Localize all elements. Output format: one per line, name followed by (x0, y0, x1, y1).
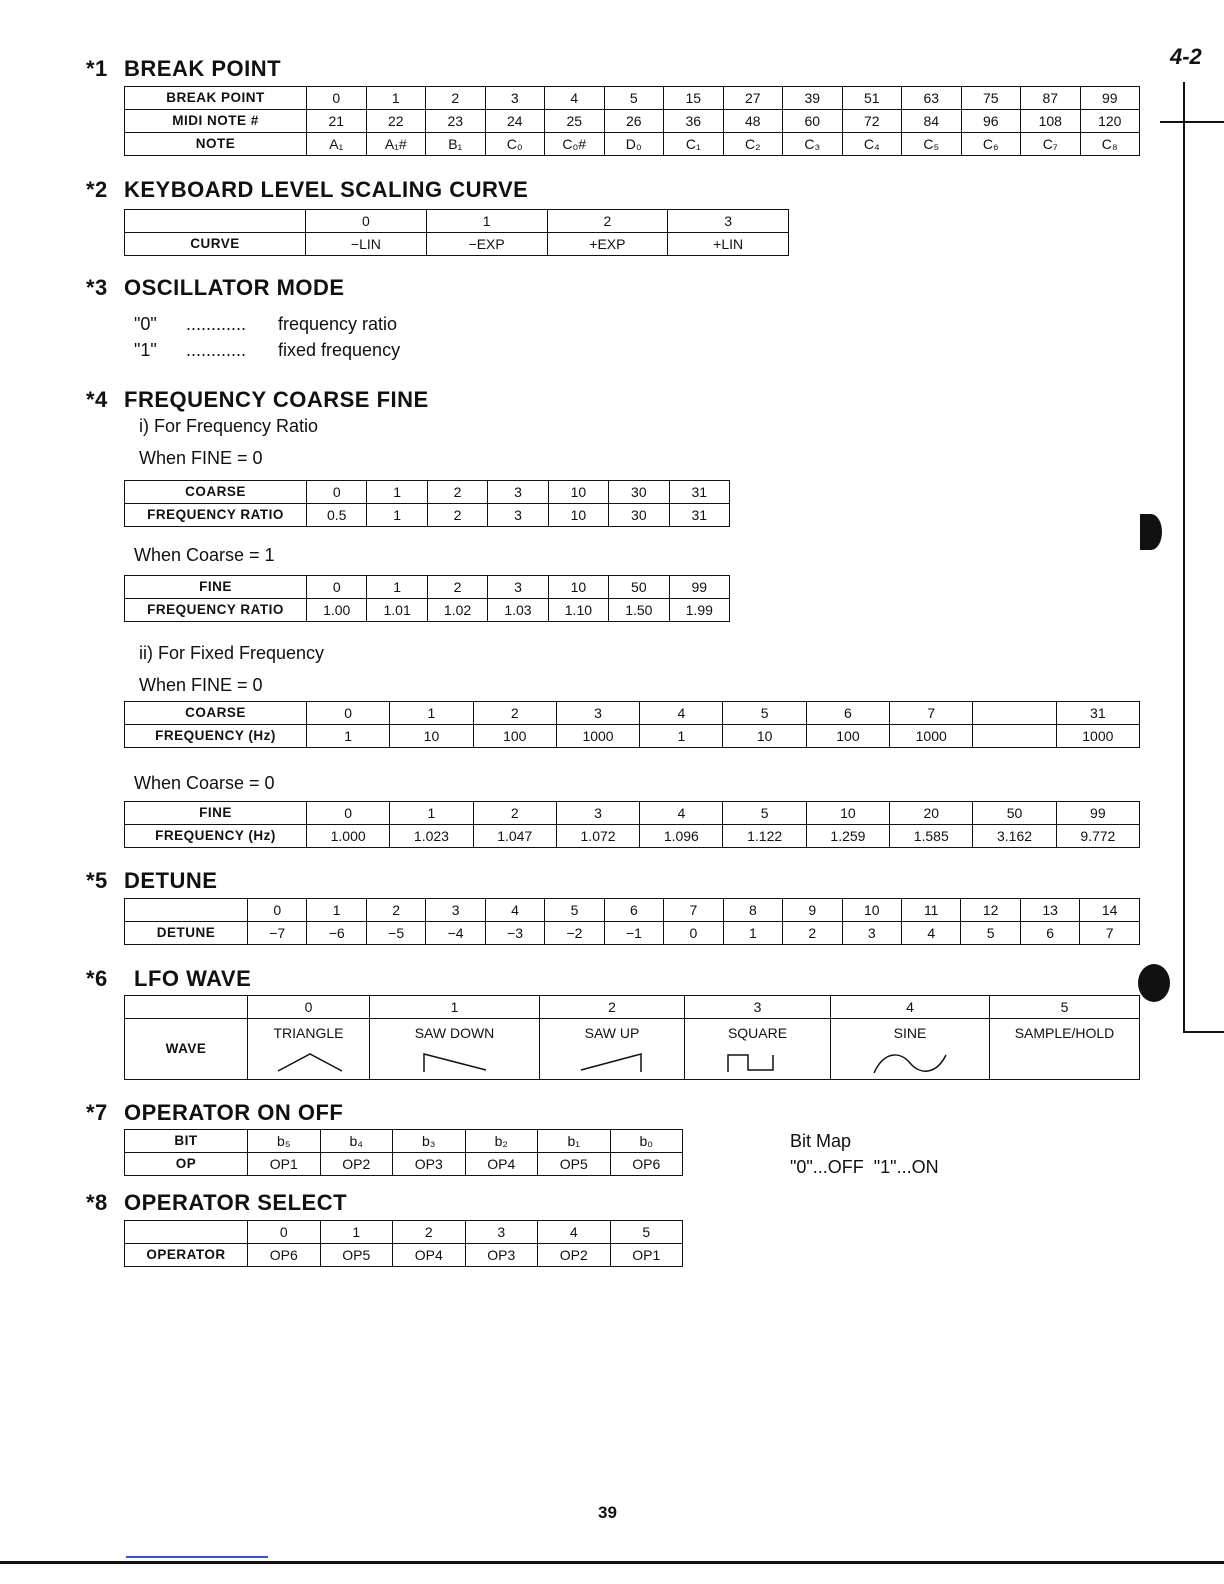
table-cell: OP1 (248, 1153, 321, 1176)
section-4-heading (86, 387, 429, 413)
table-cell: 7 (1080, 922, 1140, 945)
table-row (125, 110, 1140, 133)
fine-ratio-table (124, 575, 730, 622)
section-3-heading (86, 275, 345, 301)
wave-name: TRIANGLE (273, 1025, 344, 1041)
section-5-heading (86, 868, 217, 894)
table-cell: −3 (485, 922, 544, 945)
table-cell: 8 (723, 899, 782, 922)
table-cell: OP3 (465, 1244, 538, 1267)
section-title: OPERATOR SELECT (124, 1190, 348, 1215)
table-cell: 0 (307, 802, 390, 825)
table-cell: 2 (473, 702, 556, 725)
row-label: FREQUENCY RATIO (125, 599, 307, 622)
table-cell: A₁# (366, 133, 426, 156)
row-label: OPERATOR (125, 1244, 248, 1267)
osc-mode-key: "1" (134, 340, 157, 360)
table-cell: 50 (609, 576, 669, 599)
table-cell: 10 (548, 481, 608, 504)
section-number: *8 (86, 1190, 108, 1215)
detune-table (124, 898, 1140, 945)
table-cell: 1.023 (390, 825, 473, 848)
table-cell: 60 (783, 110, 843, 133)
table-cell: 3 (488, 504, 548, 527)
section-8-heading (86, 1190, 347, 1216)
row-label: FREQUENCY (Hz) (125, 825, 307, 848)
table-cell: 99 (669, 576, 729, 599)
table-cell: 2 (366, 899, 425, 922)
table-cell: 24 (485, 110, 545, 133)
section-7-heading (86, 1100, 343, 1126)
table-cell: 2 (473, 802, 556, 825)
table-cell: 63 (902, 87, 962, 110)
table-row (125, 1244, 683, 1267)
table-cell: 1 (320, 1221, 393, 1244)
table-cell: b₀ (610, 1130, 683, 1153)
condition-label: When FINE = 0 (139, 675, 263, 695)
table-cell: +LIN (668, 233, 789, 256)
condition-label: When Coarse = 0 (134, 773, 275, 793)
table-cell: 10 (390, 725, 473, 748)
table-row (125, 825, 1140, 848)
table-cell: 36 (664, 110, 724, 133)
table-row (125, 802, 1140, 825)
condition-label: When Coarse = 1 (134, 545, 275, 565)
wave-cell-sample-hold (990, 1019, 1140, 1080)
table-cell: 3 (465, 1221, 538, 1244)
table-cell: OP4 (465, 1153, 538, 1176)
table-cell: −LIN (306, 233, 427, 256)
table-cell: 3 (485, 87, 545, 110)
table-cell: 0 (306, 210, 427, 233)
ink-blot (1140, 514, 1162, 550)
square-wave-icon (723, 1051, 793, 1073)
table-cell: 120 (1080, 110, 1140, 133)
table-cell: 11 (901, 899, 960, 922)
table-cell: 5 (723, 802, 806, 825)
table-cell: 1 (426, 210, 547, 233)
table-cell: 9 (783, 899, 842, 922)
table-row (125, 210, 789, 233)
row-label: NOTE (125, 133, 307, 156)
wave-cell-triangle (248, 1019, 370, 1080)
table-cell: 1.047 (473, 825, 556, 848)
section-1-heading (86, 56, 281, 82)
table-row (125, 504, 730, 527)
table-row (125, 576, 730, 599)
wave-index: 0 (248, 996, 370, 1019)
table-cell: 84 (902, 110, 962, 133)
table-row (125, 1130, 683, 1153)
table-cell: 4 (640, 802, 723, 825)
row-label: COARSE (125, 481, 307, 504)
right-margin-rule-bottom (1183, 1031, 1224, 1033)
row-label: WAVE (125, 1019, 248, 1080)
section-title: KEYBOARD LEVEL SCALING CURVE (124, 177, 529, 202)
section-title: OPERATOR ON OFF (124, 1100, 344, 1125)
section-number: *5 (86, 868, 108, 893)
table-cell: 4 (901, 922, 960, 945)
table-cell: 2 (427, 504, 487, 527)
osc-mode-key: "0" (134, 314, 157, 334)
saw-up-wave-icon (577, 1051, 647, 1073)
row-label: FINE (125, 802, 307, 825)
wave-index: 2 (540, 996, 685, 1019)
table-cell: 5 (961, 922, 1020, 945)
table-row (125, 725, 1140, 748)
table-cell: C₆ (961, 133, 1021, 156)
table-cell: 99 (1080, 87, 1140, 110)
row-label: MIDI NOTE # (125, 110, 307, 133)
table-cell: −1 (604, 922, 663, 945)
table-row (125, 233, 789, 256)
section-number: *2 (86, 177, 108, 202)
section-6-heading (86, 966, 251, 992)
table-cell: 3 (488, 576, 548, 599)
ink-blot (1138, 964, 1170, 1002)
table-cell: 10 (548, 576, 608, 599)
fixed-frequency-subheading: ii) For Fixed Frequency (139, 643, 325, 663)
table-cell (973, 702, 1056, 725)
table-cell: 6 (806, 702, 889, 725)
wave-name: SQUARE (727, 1025, 788, 1041)
table-cell: 3 (842, 922, 901, 945)
table-row (125, 922, 1140, 945)
table-cell: 1 (307, 725, 390, 748)
table-cell: 48 (723, 110, 783, 133)
table-cell: 108 (1021, 110, 1081, 133)
table-cell: C₅ (902, 133, 962, 156)
section-number: *6 (86, 966, 108, 991)
table-cell: 1.096 (640, 825, 723, 848)
table-cell: 13 (1020, 899, 1079, 922)
osc-mode-line-1 (134, 340, 400, 361)
table-cell: 1000 (556, 725, 639, 748)
table-cell: 4 (640, 702, 723, 725)
wave-cell-saw-down (370, 1019, 540, 1080)
table-cell: b₅ (248, 1130, 321, 1153)
table-row (125, 599, 730, 622)
table-cell: OP5 (320, 1244, 393, 1267)
table-cell: b₄ (320, 1130, 393, 1153)
table-cell: 1.072 (556, 825, 639, 848)
table-cell: 0 (248, 899, 307, 922)
section-title: OSCILLATOR MODE (124, 275, 345, 300)
table-row (125, 133, 1140, 156)
operator-select-table (124, 1220, 683, 1267)
corner-cell (125, 210, 306, 233)
fine-frequency-table (124, 801, 1140, 848)
table-cell: 20 (890, 802, 973, 825)
table-cell: −EXP (426, 233, 547, 256)
osc-mode-line-0 (134, 314, 397, 335)
table-cell: 31 (669, 481, 729, 504)
table-cell: 100 (473, 725, 556, 748)
table-cell: 2 (783, 922, 842, 945)
right-margin-rule (1183, 82, 1185, 1032)
row-label: FINE (125, 576, 307, 599)
table-cell: 23 (426, 110, 486, 133)
table-cell: 3 (668, 210, 789, 233)
table-cell: 1.585 (890, 825, 973, 848)
table-cell: 1.02 (427, 599, 487, 622)
table-cell: 1.259 (806, 825, 889, 848)
table-cell: OP5 (538, 1153, 611, 1176)
table-cell: 1.10 (548, 599, 608, 622)
table-cell: 96 (961, 110, 1021, 133)
operator-on-off-table (124, 1129, 683, 1176)
table-cell: B₁ (426, 133, 486, 156)
table-cell: 31 (669, 504, 729, 527)
table-cell: 30 (609, 504, 669, 527)
section-title: LFO WAVE (134, 966, 252, 991)
table-row (125, 702, 1140, 725)
corner-cell (125, 1221, 248, 1244)
table-cell: 1.50 (609, 599, 669, 622)
table-cell: 9.772 (1056, 825, 1139, 848)
table-cell: 0 (664, 922, 723, 945)
section-title: DETUNE (124, 868, 218, 893)
osc-mode-leader: ............ (186, 314, 247, 334)
row-label: FREQUENCY (Hz) (125, 725, 307, 748)
wave-index: 3 (685, 996, 831, 1019)
table-cell: C₃ (783, 133, 843, 156)
wave-cell-square (685, 1019, 831, 1080)
table-cell: 1 (390, 802, 473, 825)
lfo-wave-table (124, 995, 1140, 1080)
table-cell: 2 (426, 87, 486, 110)
table-cell: 10 (548, 504, 608, 527)
wave-cell-sine (831, 1019, 990, 1080)
table-cell: 3 (556, 702, 639, 725)
table-cell: +EXP (547, 233, 668, 256)
table-row (125, 899, 1140, 922)
table-cell: b₂ (465, 1130, 538, 1153)
coarse-ratio-table (124, 480, 730, 527)
table-cell: 4 (485, 899, 544, 922)
table-cell: 27 (723, 87, 783, 110)
table-cell: 0 (307, 481, 367, 504)
page-reference: 4-2 (1170, 44, 1202, 69)
table-cell: 2 (393, 1221, 466, 1244)
table-cell: 1 (366, 87, 426, 110)
table-cell: 6 (604, 899, 663, 922)
table-cell: −5 (366, 922, 425, 945)
table-cell: C₇ (1021, 133, 1081, 156)
right-margin-rule-top (1160, 121, 1224, 123)
table-cell: 3 (556, 802, 639, 825)
table-cell: 75 (961, 87, 1021, 110)
triangle-wave-icon (274, 1051, 344, 1073)
wave-name: SAW UP (584, 1025, 640, 1041)
table-cell: 1000 (1056, 725, 1139, 748)
table-cell: A₁ (307, 133, 367, 156)
table-cell: OP6 (248, 1244, 321, 1267)
table-cell: 1 (640, 725, 723, 748)
row-label: OP (125, 1153, 248, 1176)
table-cell: 2 (427, 481, 487, 504)
table-cell: 39 (783, 87, 843, 110)
table-cell: 14 (1080, 899, 1140, 922)
table-cell: b₁ (538, 1130, 611, 1153)
table-cell: b₃ (393, 1130, 466, 1153)
section-number: *3 (86, 275, 108, 300)
table-cell: 4 (545, 87, 605, 110)
table-cell: C₀# (545, 133, 605, 156)
table-row (125, 481, 730, 504)
table-cell: 12 (961, 899, 1020, 922)
bit-map-title: Bit Map (790, 1131, 852, 1151)
coarse-frequency-table (124, 701, 1140, 748)
table-cell: 10 (806, 802, 889, 825)
section-number: *7 (86, 1100, 108, 1125)
table-cell: −4 (426, 922, 485, 945)
row-label: DETUNE (125, 922, 248, 945)
table-cell: 10 (842, 899, 901, 922)
corner-cell (125, 996, 248, 1019)
bit-map-values: "0"...OFF "1"...ON (790, 1157, 939, 1177)
row-label: BIT (125, 1130, 248, 1153)
break-point-table (124, 86, 1140, 156)
table-row (125, 1153, 683, 1176)
table-cell: 0 (307, 87, 367, 110)
row-label: COARSE (125, 702, 307, 725)
frequency-ratio-subheading: i) For Frequency Ratio (139, 416, 319, 436)
table-cell: OP4 (393, 1244, 466, 1267)
table-cell: 51 (842, 87, 902, 110)
table-cell: 1.000 (307, 825, 390, 848)
corner-cell (125, 899, 248, 922)
table-cell: −7 (248, 922, 307, 945)
wave-name: SAMPLE/HOLD (1014, 1025, 1115, 1041)
table-cell: 31 (1056, 702, 1139, 725)
table-cell: 0 (248, 1221, 321, 1244)
wave-cell-saw-up (540, 1019, 685, 1080)
table-cell: 72 (842, 110, 902, 133)
table-cell: 3 (488, 481, 548, 504)
table-row (125, 87, 1140, 110)
condition-label: When FINE = 0 (139, 448, 263, 468)
section-number: *1 (86, 56, 108, 81)
table-cell: 5 (604, 87, 664, 110)
table-cell: C₈ (1080, 133, 1140, 156)
table-cell: 4 (538, 1221, 611, 1244)
table-cell: 1.122 (723, 825, 806, 848)
page-number: 39 (598, 1503, 617, 1522)
saw-down-wave-icon (420, 1051, 490, 1073)
table-cell: D₀ (604, 133, 664, 156)
row-label: BREAK POINT (125, 87, 307, 110)
table-cell: 1.99 (669, 599, 729, 622)
table-cell: 1 (307, 899, 366, 922)
table-cell: 1.00 (307, 599, 367, 622)
table-cell: 1 (723, 922, 782, 945)
table-cell: C₄ (842, 133, 902, 156)
table-cell: OP2 (538, 1244, 611, 1267)
curve-table (124, 209, 789, 256)
section-title: BREAK POINT (124, 56, 282, 81)
table-cell: 10 (723, 725, 806, 748)
wave-index: 5 (990, 996, 1140, 1019)
table-row (125, 1221, 683, 1244)
section-2-heading (86, 177, 528, 203)
table-cell: 1 (390, 702, 473, 725)
table-cell: 5 (723, 702, 806, 725)
table-cell: C₀ (485, 133, 545, 156)
table-cell: 22 (366, 110, 426, 133)
table-cell: 1000 (890, 725, 973, 748)
table-cell: 15 (664, 87, 724, 110)
osc-mode-value: fixed frequency (278, 340, 401, 360)
table-cell: 25 (545, 110, 605, 133)
table-cell: C₂ (723, 133, 783, 156)
osc-mode-leader: ............ (186, 340, 247, 360)
wave-name: SAW DOWN (414, 1025, 495, 1041)
table-cell: OP1 (610, 1244, 683, 1267)
sine-wave-icon (870, 1051, 950, 1075)
table-cell: 1 (367, 504, 427, 527)
section-number: *4 (86, 387, 108, 412)
bottom-rule (0, 1561, 1224, 1564)
table-cell: 3.162 (973, 825, 1056, 848)
table-cell: 1 (367, 481, 427, 504)
table-cell: 5 (610, 1221, 683, 1244)
table-cell: 2 (547, 210, 668, 233)
table-cell: 21 (307, 110, 367, 133)
table-cell: 0.5 (307, 504, 367, 527)
wave-index: 4 (831, 996, 990, 1019)
section-title: FREQUENCY COARSE FINE (124, 387, 429, 412)
table-cell: 1.01 (367, 599, 427, 622)
osc-mode-value: frequency ratio (278, 314, 398, 334)
table-cell: 3 (426, 899, 485, 922)
table-cell: 6 (1020, 922, 1079, 945)
table-cell: 30 (609, 481, 669, 504)
table-cell: −2 (545, 922, 604, 945)
wave-index: 1 (370, 996, 540, 1019)
table-cell: 87 (1021, 87, 1081, 110)
table-cell: OP3 (393, 1153, 466, 1176)
table-cell: 50 (973, 802, 1056, 825)
table-cell: OP2 (320, 1153, 393, 1176)
row-label: FREQUENCY RATIO (125, 504, 307, 527)
wave-name: SINE (893, 1025, 927, 1041)
table-cell: 2 (427, 576, 487, 599)
table-cell: 26 (604, 110, 664, 133)
table-cell: 1 (367, 576, 427, 599)
row-label: CURVE (125, 233, 306, 256)
table-cell: OP6 (610, 1153, 683, 1176)
table-cell: 99 (1056, 802, 1139, 825)
table-cell: 5 (545, 899, 604, 922)
table-cell (973, 725, 1056, 748)
table-cell: 100 (806, 725, 889, 748)
table-cell: 0 (307, 576, 367, 599)
table-cell: −6 (307, 922, 366, 945)
blue-underline (126, 1556, 268, 1558)
table-cell: 1.03 (488, 599, 548, 622)
table-cell: 7 (664, 899, 723, 922)
table-cell: 7 (890, 702, 973, 725)
table-cell: 0 (307, 702, 390, 725)
table-cell: C₁ (664, 133, 724, 156)
